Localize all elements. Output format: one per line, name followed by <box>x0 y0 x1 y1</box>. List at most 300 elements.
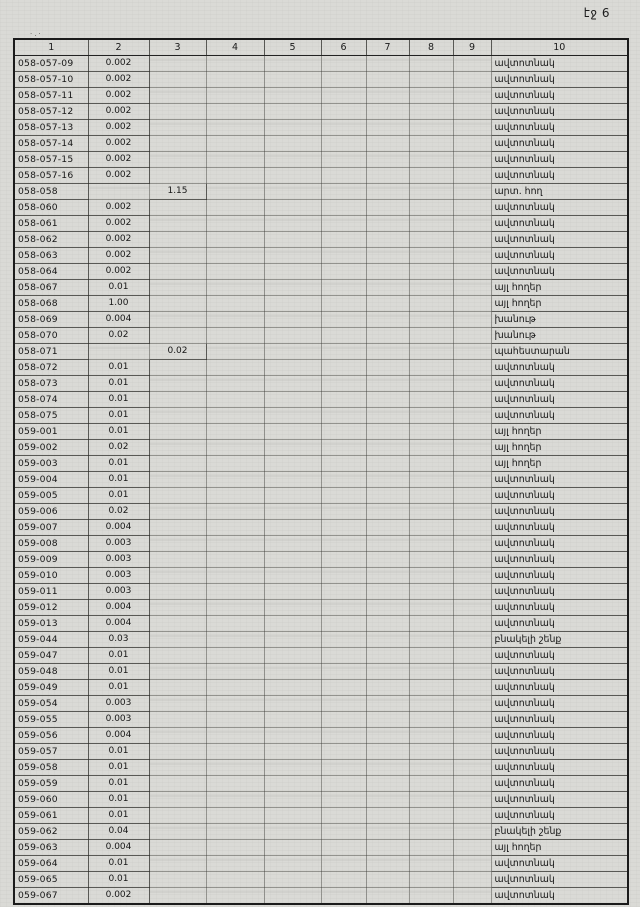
table-cell <box>409 72 453 88</box>
table-cell <box>206 712 264 728</box>
table-cell <box>264 232 321 248</box>
table-cell <box>264 280 321 296</box>
table-cell: 0.003 <box>88 696 149 712</box>
table-cell: ավտոտնակ <box>491 216 628 232</box>
table-row <box>14 664 628 680</box>
table-cell: 059-062 <box>14 824 88 840</box>
table-cell <box>264 88 321 104</box>
table-cell <box>149 504 206 520</box>
table-cell <box>366 808 409 824</box>
table-cell <box>453 88 491 104</box>
table-cell: ավտոտնակ <box>491 584 628 600</box>
table-cell <box>149 440 206 456</box>
column-header: 5 <box>264 39 321 56</box>
table-cell <box>453 488 491 504</box>
table-cell <box>453 184 491 200</box>
table-cell <box>409 648 453 664</box>
table-cell <box>453 248 491 264</box>
table-cell: 0.002 <box>88 264 149 280</box>
table-cell: ավտոտնակ <box>491 360 628 376</box>
table-cell <box>321 728 366 744</box>
table-row <box>14 408 628 424</box>
table-cell: ավտոտնակ <box>491 232 628 248</box>
table-cell <box>409 104 453 120</box>
table-cell <box>453 568 491 584</box>
table-cell <box>149 488 206 504</box>
table-cell <box>264 248 321 264</box>
table-cell <box>149 888 206 905</box>
table-cell: ավտոտնակ <box>491 760 628 776</box>
table-cell <box>366 552 409 568</box>
table-cell <box>366 856 409 872</box>
table-row <box>14 632 628 648</box>
table-cell: 0.002 <box>88 248 149 264</box>
table-cell <box>453 296 491 312</box>
table-cell: 0.01 <box>88 760 149 776</box>
table-cell <box>366 648 409 664</box>
table-cell <box>206 104 264 120</box>
table-cell: 058-061 <box>14 216 88 232</box>
table-cell <box>264 888 321 905</box>
table-cell: 058-068 <box>14 296 88 312</box>
table-cell <box>321 344 366 360</box>
table-row <box>14 312 628 328</box>
page-number-label: էջ 6 <box>583 6 610 20</box>
table-cell: ավտոտնակ <box>491 648 628 664</box>
table-cell <box>149 296 206 312</box>
table-cell: 059-055 <box>14 712 88 728</box>
table-cell <box>149 56 206 72</box>
table-cell <box>206 200 264 216</box>
table-cell <box>149 200 206 216</box>
table-cell <box>453 440 491 456</box>
table-cell: այլ հողեր <box>491 280 628 296</box>
table-cell <box>321 696 366 712</box>
table-cell <box>409 504 453 520</box>
table-cell <box>321 680 366 696</box>
table-cell <box>206 56 264 72</box>
table-cell: 0.003 <box>88 584 149 600</box>
table-cell <box>264 824 321 840</box>
table-row <box>14 760 628 776</box>
table-cell <box>366 200 409 216</box>
table-cell <box>409 888 453 905</box>
table-cell <box>409 424 453 440</box>
table-cell <box>264 360 321 376</box>
table-cell: 058-069 <box>14 312 88 328</box>
table-cell <box>149 280 206 296</box>
table-cell: 059-004 <box>14 472 88 488</box>
cadastre-table <box>13 38 629 905</box>
table-row <box>14 184 628 200</box>
table-cell <box>149 136 206 152</box>
table-cell <box>453 520 491 536</box>
table-cell <box>149 472 206 488</box>
table-cell: ավտոտնակ <box>491 56 628 72</box>
table-cell: 059-063 <box>14 840 88 856</box>
table-cell: 0.01 <box>88 872 149 888</box>
table-cell <box>149 760 206 776</box>
table-cell <box>206 536 264 552</box>
table-cell <box>321 744 366 760</box>
table-cell <box>366 840 409 856</box>
table-cell <box>149 72 206 88</box>
table-cell: 058-074 <box>14 392 88 408</box>
table-cell <box>321 280 366 296</box>
table-cell <box>149 312 206 328</box>
table-cell <box>409 872 453 888</box>
table-cell: 0.01 <box>88 408 149 424</box>
table-cell: 058-062 <box>14 232 88 248</box>
table-cell <box>409 712 453 728</box>
table-cell <box>409 696 453 712</box>
table-cell: խանութ <box>491 312 628 328</box>
table-cell <box>321 328 366 344</box>
table-cell: 0.003 <box>88 712 149 728</box>
table-cell: 0.004 <box>88 616 149 632</box>
table-row <box>14 440 628 456</box>
table-cell: ավտոտնակ <box>491 744 628 760</box>
table-cell <box>264 872 321 888</box>
table-row <box>14 472 628 488</box>
table-row <box>14 456 628 472</box>
table-row <box>14 536 628 552</box>
table-cell: 0.01 <box>88 456 149 472</box>
table-cell: 0.01 <box>88 776 149 792</box>
table-cell: 059-049 <box>14 680 88 696</box>
table-cell: 0.002 <box>88 120 149 136</box>
column-header: 1 <box>14 39 88 56</box>
table-cell <box>453 744 491 760</box>
table-cell <box>453 792 491 808</box>
table-cell <box>321 776 366 792</box>
table-cell <box>366 536 409 552</box>
table-cell <box>321 664 366 680</box>
table-cell <box>453 168 491 184</box>
table-cell: 0.01 <box>88 680 149 696</box>
table-cell <box>366 296 409 312</box>
table-cell <box>88 344 149 360</box>
table-cell <box>366 72 409 88</box>
table-cell <box>321 424 366 440</box>
table-cell <box>149 872 206 888</box>
table-cell: ավտոտնակ <box>491 872 628 888</box>
table-cell <box>453 56 491 72</box>
table-cell <box>264 504 321 520</box>
table-row <box>14 280 628 296</box>
table-cell <box>321 152 366 168</box>
table-cell <box>366 744 409 760</box>
table-cell <box>366 184 409 200</box>
table-cell <box>321 376 366 392</box>
table-cell <box>206 600 264 616</box>
table-cell <box>206 312 264 328</box>
table-row <box>14 488 628 504</box>
table-cell <box>409 856 453 872</box>
table-cell: 0.004 <box>88 728 149 744</box>
table-cell <box>453 616 491 632</box>
table-cell: ավտոտնակ <box>491 664 628 680</box>
table-row <box>14 72 628 88</box>
table-row <box>14 696 628 712</box>
table-cell <box>88 184 149 200</box>
table-cell <box>453 456 491 472</box>
table-cell: 059-056 <box>14 728 88 744</box>
table-cell: ավտոտնակ <box>491 472 628 488</box>
table-cell <box>453 424 491 440</box>
table-cell <box>409 552 453 568</box>
table-cell <box>264 680 321 696</box>
table-cell <box>409 792 453 808</box>
table-cell <box>321 264 366 280</box>
table-cell: ավտոտնակ <box>491 248 628 264</box>
table-cell <box>206 632 264 648</box>
table-cell: այլ հողեր <box>491 424 628 440</box>
table-cell <box>206 120 264 136</box>
table-cell <box>409 680 453 696</box>
table-row <box>14 216 628 232</box>
table-cell <box>409 168 453 184</box>
table-cell: 059-061 <box>14 808 88 824</box>
table-cell <box>149 840 206 856</box>
table-cell <box>409 536 453 552</box>
table-cell: 059-005 <box>14 488 88 504</box>
table-cell <box>453 888 491 905</box>
table-cell <box>149 712 206 728</box>
table-cell <box>149 616 206 632</box>
table-cell <box>149 264 206 280</box>
table-cell <box>366 344 409 360</box>
table-row <box>14 120 628 136</box>
table-cell: ավտոտնակ <box>491 536 628 552</box>
table-cell <box>409 824 453 840</box>
table-cell <box>321 856 366 872</box>
table-cell <box>149 776 206 792</box>
table-cell <box>366 440 409 456</box>
table-cell: 0.01 <box>88 808 149 824</box>
column-header: 4 <box>206 39 264 56</box>
table-cell <box>409 632 453 648</box>
table-cell: ավտոտնակ <box>491 888 628 905</box>
table-cell <box>321 888 366 905</box>
table-cell <box>453 696 491 712</box>
table-cell <box>206 248 264 264</box>
table-row <box>14 824 628 840</box>
table-cell: ավտոտնակ <box>491 728 628 744</box>
table-row <box>14 728 628 744</box>
table-cell: 059-065 <box>14 872 88 888</box>
table-cell <box>149 664 206 680</box>
table-cell <box>453 312 491 328</box>
table-cell <box>321 616 366 632</box>
table-cell: ավտոտնակ <box>491 376 628 392</box>
table-cell <box>409 568 453 584</box>
table-cell: 059-047 <box>14 648 88 664</box>
table-cell <box>321 56 366 72</box>
table-cell <box>321 600 366 616</box>
table-cell <box>453 360 491 376</box>
table-cell <box>366 888 409 905</box>
table-cell <box>366 328 409 344</box>
table-row <box>14 808 628 824</box>
table-cell: 058-057-16 <box>14 168 88 184</box>
table-cell <box>366 488 409 504</box>
table-cell: 059-010 <box>14 568 88 584</box>
table-cell: 1.00 <box>88 296 149 312</box>
table-cell <box>321 168 366 184</box>
table-cell <box>264 808 321 824</box>
table-cell <box>321 488 366 504</box>
table-cell <box>453 760 491 776</box>
table-cell <box>206 488 264 504</box>
table-cell <box>321 136 366 152</box>
table-cell <box>264 840 321 856</box>
table-row <box>14 584 628 600</box>
table-cell <box>206 696 264 712</box>
table-row <box>14 424 628 440</box>
table-cell <box>264 136 321 152</box>
table-cell: 059-064 <box>14 856 88 872</box>
table-cell: 059-013 <box>14 616 88 632</box>
table-cell <box>453 392 491 408</box>
table-cell <box>149 360 206 376</box>
table-cell <box>149 632 206 648</box>
table-cell: 0.004 <box>88 840 149 856</box>
table-cell: 059-003 <box>14 456 88 472</box>
table-cell <box>206 184 264 200</box>
table-cell: 0.02 <box>88 328 149 344</box>
table-cell <box>149 248 206 264</box>
table-cell: 058-057-12 <box>14 104 88 120</box>
table-cell <box>453 104 491 120</box>
table-cell <box>453 536 491 552</box>
table-cell <box>366 568 409 584</box>
table-row <box>14 392 628 408</box>
table-cell <box>264 200 321 216</box>
table-row <box>14 712 628 728</box>
table-cell: 058-058 <box>14 184 88 200</box>
table-cell <box>366 472 409 488</box>
table-cell: արտ. հող <box>491 184 628 200</box>
table-cell <box>409 248 453 264</box>
table-cell <box>206 376 264 392</box>
table-cell <box>206 680 264 696</box>
table-cell: 0.003 <box>88 568 149 584</box>
table-row <box>14 552 628 568</box>
table-cell <box>264 152 321 168</box>
table-cell: բնակելի շենք <box>491 632 628 648</box>
table-cell <box>206 776 264 792</box>
table-cell <box>453 376 491 392</box>
table-cell <box>206 744 264 760</box>
table-cell <box>206 504 264 520</box>
table-cell <box>366 456 409 472</box>
table-cell <box>366 696 409 712</box>
table-cell <box>366 232 409 248</box>
table-cell <box>409 296 453 312</box>
table-cell <box>366 264 409 280</box>
table-cell <box>366 728 409 744</box>
table-cell: 0.004 <box>88 600 149 616</box>
table-cell: այլ հողեր <box>491 296 628 312</box>
table-cell: 0.003 <box>88 536 149 552</box>
table-cell <box>264 488 321 504</box>
table-cell <box>453 664 491 680</box>
table-cell: 0.01 <box>88 744 149 760</box>
table-cell <box>453 648 491 664</box>
table-cell <box>409 280 453 296</box>
table-cell <box>409 392 453 408</box>
table-cell <box>206 392 264 408</box>
table-cell <box>453 280 491 296</box>
table-cell <box>206 424 264 440</box>
table-cell <box>366 392 409 408</box>
table-cell <box>453 328 491 344</box>
table-cell <box>366 120 409 136</box>
table-cell <box>264 648 321 664</box>
table-row <box>14 56 628 72</box>
table-row <box>14 200 628 216</box>
table-cell <box>206 584 264 600</box>
table-cell: 059-002 <box>14 440 88 456</box>
table-cell <box>264 312 321 328</box>
table-row <box>14 376 628 392</box>
table-cell <box>264 216 321 232</box>
table-cell: 0.01 <box>88 792 149 808</box>
table-row <box>14 600 628 616</box>
table-cell <box>206 856 264 872</box>
table-cell <box>409 344 453 360</box>
table-cell: ավտոտնակ <box>491 520 628 536</box>
table-cell <box>409 664 453 680</box>
table-cell <box>321 296 366 312</box>
table-cell: ավտոտնակ <box>491 408 628 424</box>
table-cell <box>149 392 206 408</box>
table-cell: պահեստարան <box>491 344 628 360</box>
table-cell <box>366 360 409 376</box>
table-cell: 058-057-13 <box>14 120 88 136</box>
table-cell <box>366 680 409 696</box>
table-cell <box>149 424 206 440</box>
table-cell <box>264 728 321 744</box>
table-cell: ավտոտնակ <box>491 488 628 504</box>
table-cell <box>321 408 366 424</box>
table-cell: 0.002 <box>88 216 149 232</box>
table-row <box>14 104 628 120</box>
table-cell <box>149 168 206 184</box>
table-cell: ավտոտնակ <box>491 168 628 184</box>
table-cell: ավտոտնակ <box>491 264 628 280</box>
table-row <box>14 888 628 905</box>
table-cell: 0.002 <box>88 72 149 88</box>
table-cell <box>321 632 366 648</box>
table-cell <box>366 216 409 232</box>
table-cell <box>321 104 366 120</box>
table-cell <box>149 824 206 840</box>
table-cell <box>321 808 366 824</box>
table-cell <box>264 104 321 120</box>
table-cell <box>206 328 264 344</box>
table-cell: ավտոտնակ <box>491 680 628 696</box>
table-cell <box>321 232 366 248</box>
table-cell: 0.02 <box>149 344 206 360</box>
table-cell <box>149 456 206 472</box>
table-cell <box>264 712 321 728</box>
table-cell <box>206 824 264 840</box>
table-cell <box>206 792 264 808</box>
table-cell: 059-044 <box>14 632 88 648</box>
table-cell: 059-059 <box>14 776 88 792</box>
